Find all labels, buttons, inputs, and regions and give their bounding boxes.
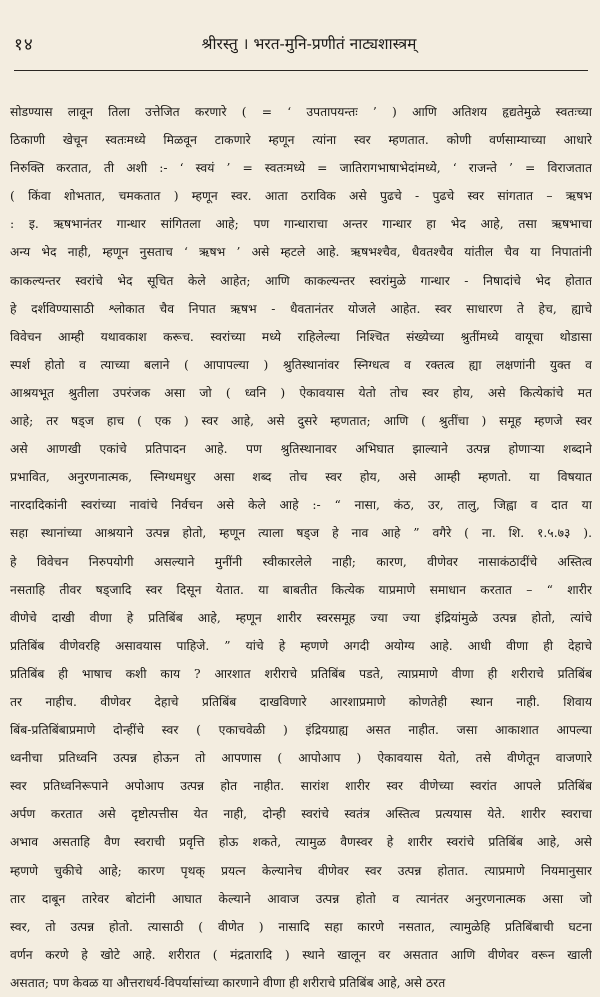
text-line: असतात; पण केवळ या औत्तराधर्य-विपर्यासांच्या कारणाने वीणा ही शरीराचे प्रतिबिंब आहे, असे ठरत xyxy=(10,975,446,990)
text-line: वीणेचे दाखी वीणा हे प्रतिबिंब आहे, म्हणून शारीर स्वरसमूह ज्या ज्या इंद्रियांमुळे उत्पन्न होतो, त्यांचे xyxy=(10,610,592,625)
text-line: प्रतिबिंब वीणेवरहि असावयास पाहिजे. ” यांचे हे म्हणणे अगदी अयोग्य आहे. आधी वीणा ही देहाचे xyxy=(10,638,592,653)
text-line: हे दर्शविण्यासाठी श्लोकात चैव निपात ऋषभ - धैवतानंतर योजले आहेत. स्वर साधारण ते हेच, ह्याचे xyxy=(10,301,592,316)
text-line: आहे; तर षड्ज हाच ( एक ) स्वर आहे, असे दुसरे म्हणतात; आणि ( श्रुतींचा ) समूह म्हणजे स्वर xyxy=(10,414,592,429)
text-line: तर नाहीच. वीणेवर देहाचे प्रतिबिंब दाखविणारे आरशाप्रमाणे कोणतेही स्थान नाही. शिवाय xyxy=(10,694,592,709)
text-line: अभाव असताहि वैण स्वराची प्रवृत्ति होऊ शकते, त्यामुळ वैणस्वर हे शारीर स्वरांचे प्रतिबिंब आहे, असे xyxy=(10,835,592,850)
text-line: विवेचन आम्ही यथावकाश करूच. स्वरांच्या मध्ये राहिलेल्या निश्चित संख्येच्या श्रुतींमध्ये वायूचा थोडासा xyxy=(10,329,592,344)
text-line: वर्णन करणे हे खोटे आहे. शरीरात ( मंद्रतारादि ) स्थाने खालून वर असतात आणि वीणेवर वरून खाली xyxy=(10,947,592,962)
text-line: सहा स्थानांच्या आश्रयाने उत्पन्न होतो, म्हणून त्याला षड्ज हे नाव आहे ” वगैरे ( ना. शि. १.५.७३ ). xyxy=(10,526,592,541)
text-line: ( किंवा शोभतात, चमकतात ) म्हणून स्वर. आता ठराविक असे पुढचे - पुढचे स्वर सांगतात – ऋषभ xyxy=(10,189,592,204)
body-text xyxy=(10,98,592,997)
text-line: : इ. ऋषभानंतर गान्धार सांगितला आहे; पण गान्धाराचा अन्तर गान्धार हा भेद आहे, तसा ऋषभाचा xyxy=(10,217,592,232)
text-line: नसताहि तीवर षड्जादि स्वर दिसून येतात. या बाबतीत कित्येक याप्रमाणे समाधान करतात – “ शारीर xyxy=(10,582,592,597)
text-line: तार दाबून तारेवर बोटांनी आघात केल्याने आवाज उत्पन्न होतो व त्यानंतर अनुरणनात्मक असा जो xyxy=(10,891,592,906)
text-line: स्पर्श होतो व त्याच्या बलाने ( आपापल्या ) श्रुतिस्थानांवर स्निग्धत्व व रक्तत्व ह्या लक्षणांनी युक्त व xyxy=(10,357,592,372)
text-line: म्हणणे चुकीचे आहे; कारण पृथक् प्रयत्न केल्यानेच वीणेवर स्वर उत्पन्न होतात. त्याप्रमाणे नियमानुसार xyxy=(10,863,592,878)
text-line: हे विवेचन निरुपयोगी असल्याने मुनींनी स्वीकारलेले नाही; कारण, वीणेवर नासाकंठादींचे अस्तित्व xyxy=(10,554,592,569)
text-line: अर्पण करतात असे दृष्टोत्पत्तीस येत नाही, दोन्ही स्वरांचे स्वतंत्र अस्तित्व प्रत्ययास येते. शारीर स्वराचा xyxy=(10,807,592,822)
running-title: श्रीरस्तु । भरत-मुनि-प्रणीतं नाट्यशास्त्रम् xyxy=(201,35,417,53)
text-line: प्रभावित, अनुरणनात्मक, स्निग्धमधुर असा शब्द तोच स्वर होय, असे आम्ही म्हणतो. या विषयात xyxy=(10,470,592,485)
text-line: काकल्यन्तर स्वरांचे भेद सूचित केले आहेत; आणि काकल्यन्तर स्वरांमुळे गान्धार - निषादांचे भेद होतात xyxy=(10,273,592,288)
text-line: नारदादिकांनी स्वरांच्या नावांचे निर्वचन असे केले आहे :- “ नासा, कंठ, उर, तालु, जिह्वा व दात या xyxy=(10,498,592,513)
text-line: अन्य भेद नाही, म्हणून नुसताच ‘ ऋषभ ’ असे म्हटले आहे. ऋषभश्चैव, धैवतश्चैव यांतील चैव या निपातांनी xyxy=(10,245,592,260)
page-number: १४ xyxy=(14,35,34,55)
page-header xyxy=(0,26,600,56)
text-line: स्वर, तो उत्पन्न होतो. त्यासाठी ( वीणेत ) नासादि सहा कारणे नसतात, त्यामुळेहि प्रतिबिंबाची घटना xyxy=(10,919,592,934)
text-line: ध्वनीचा प्रतिध्वनि उत्पन्न होऊन तो आपणास ( आपोआप ) ऐकावयास येतो, तसे वीणेतून वाजणारे xyxy=(10,751,592,766)
text-line: प्रतिबिंब ही भाषाच कशी काय ? आरशात शरीराचे प्रतिबिंब पडते, त्याप्रमाणे वीणा ही शरीराचे प्रतिबिंब xyxy=(10,666,592,681)
text-line: असे आणखी एकांचे प्रतिपादन आहे. पण श्रुतिस्थानावर अभिघात झाल्याने उत्पन्न होणाऱ्या शब्दाने xyxy=(10,442,592,457)
header-rule xyxy=(14,70,588,71)
text-line: बिंब-प्रतिबिंबाप्रमाणे दोन्हींचे स्वर ( एकाचवेळी ) इंद्रियग्राह्य असत नाहीत. जसा आकाशात आपल्या xyxy=(10,723,592,738)
text-line: सोडण्यास लावून तिला उत्तेजित करणारे ( = ‘ उपतापयन्तः ’ ) आणि अतिशय हृद्यतेमुळे स्वतःच्या xyxy=(10,105,592,119)
text-line: ठिकाणी खेचून स्वतःमध्ये मिळवून टाकणारे म्हणून त्यांना स्वर म्हणतात. कोणी वर्णसाम्याच्या आधारे xyxy=(10,133,592,148)
text-line: निरुक्ति करतात, ती अशी :- ‘ स्वयं ’ = स्वतःमध्ये = जातिरागभाषाभेदांमध्ये, ‘ राजन्ते ’ = विराजतात xyxy=(10,161,592,176)
text-line: आश्रयभूत श्रुतीला उपरंजक असा जो ( ध्वनि ) ऐकावयास येतो तोच स्वर होय, असे कित्येकांचे मत xyxy=(10,385,592,400)
text-line: स्वर प्रतिध्वनिरूपाने अपोआप उत्पन्न होत नाहीत. सारांश शारीर स्वर वीणेच्या स्वरांत आपले प्रतिबिंब xyxy=(10,779,592,794)
